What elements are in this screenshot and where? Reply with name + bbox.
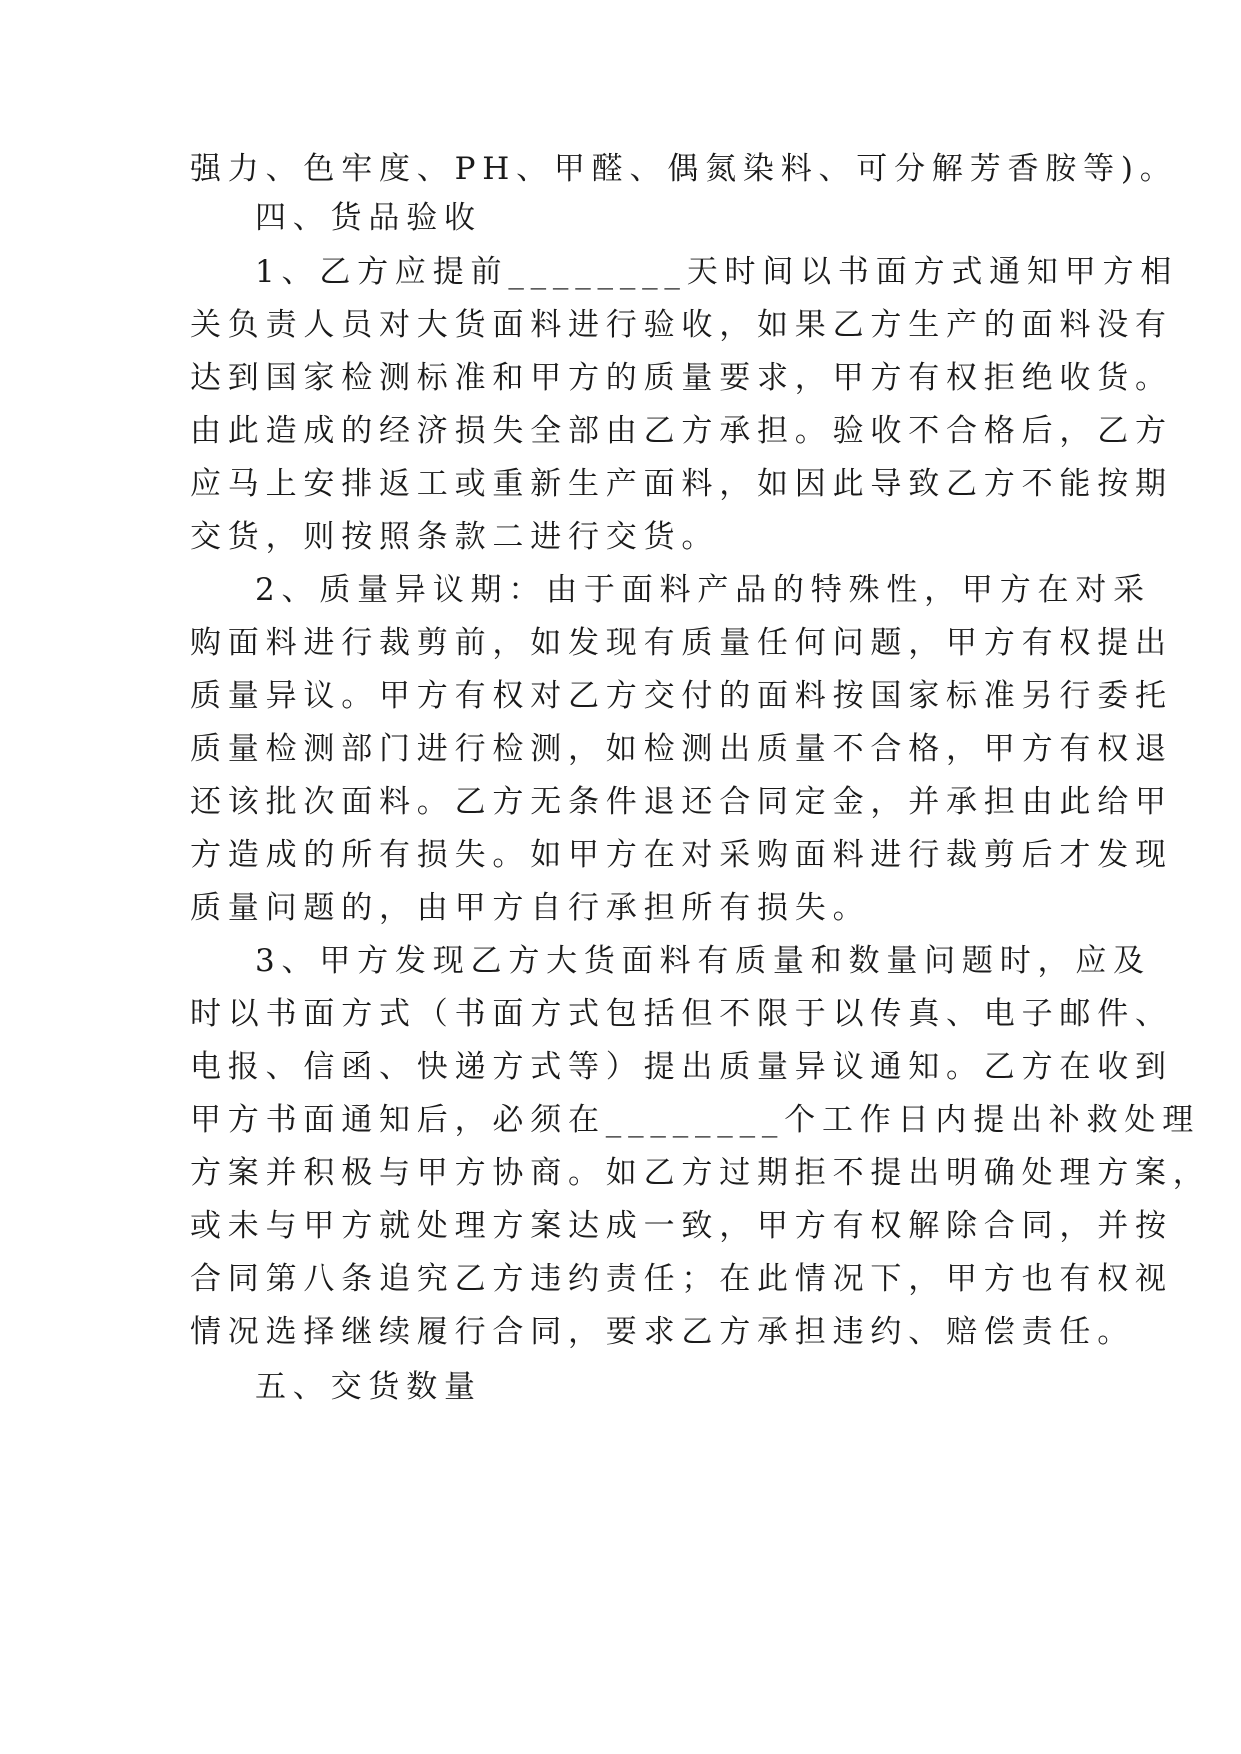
text-line: 方案并积极与甲方协商。如乙方过期拒不提出明确处理方案， — [190, 1155, 1211, 1191]
section-heading: 四、货品验收 — [255, 200, 482, 236]
text-line: 3、甲方发现乙方大货面料有质量和数量问题时，应及 — [255, 943, 1151, 979]
text-line: 交货，则按照条款二进行交货。 — [190, 519, 720, 555]
text-line: 2、质量异议期：由于面料产品的特殊性，甲方在对采 — [255, 572, 1151, 608]
text-line: 甲方书面通知后，必须在________个工作日内提出补救处理 — [190, 1102, 1200, 1138]
text-line: 1、乙方应提前________天时间以书面方式通知甲方相 — [255, 254, 1179, 290]
text-line: 强力、色牢度、PH、甲醛、偶氮染料、可分解芳香胺等)。 — [190, 151, 1178, 187]
text-line: 质量异议。甲方有权对乙方交付的面料按国家标准另行委托 — [190, 678, 1173, 714]
text-line: 购面料进行裁剪前，如发现有质量任何问题，甲方有权提出 — [190, 625, 1173, 661]
text-line: 质量问题的，由甲方自行承担所有损失。 — [190, 890, 871, 926]
text-line: 关负责人员对大货面料进行验收，如果乙方生产的面料没有 — [190, 307, 1173, 343]
text-line: 质量检测部门进行检测，如检测出质量不合格，甲方有权退 — [190, 731, 1173, 767]
section-heading: 五、交货数量 — [255, 1369, 482, 1405]
text-line: 方造成的所有损失。如甲方在对采购面料进行裁剪后才发现 — [190, 837, 1173, 873]
text-line: 应马上安排返工或重新生产面料，如因此导致乙方不能按期 — [190, 466, 1173, 502]
text-line: 情况选择继续履行合同，要求乙方承担违约、赔偿责任。 — [190, 1314, 1135, 1350]
text-line: 还该批次面料。乙方无条件退还合同定金，并承担由此给甲 — [190, 784, 1173, 820]
text-line: 时以书面方式（书面方式包括但不限于以传真、电子邮件、 — [190, 996, 1173, 1032]
text-line: 或未与甲方就处理方案达成一致，甲方有权解除合同，并按 — [190, 1208, 1173, 1244]
text-line: 电报、信函、快递方式等）提出质量异议通知。乙方在收到 — [190, 1049, 1173, 1085]
text-line: 达到国家检测标准和甲方的质量要求，甲方有权拒绝收货。 — [190, 360, 1173, 396]
text-line: 合同第八条追究乙方违约责任；在此情况下，甲方也有权视 — [190, 1261, 1173, 1297]
text-line: 由此造成的经济损失全部由乙方承担。验收不合格后，乙方 — [190, 413, 1173, 449]
